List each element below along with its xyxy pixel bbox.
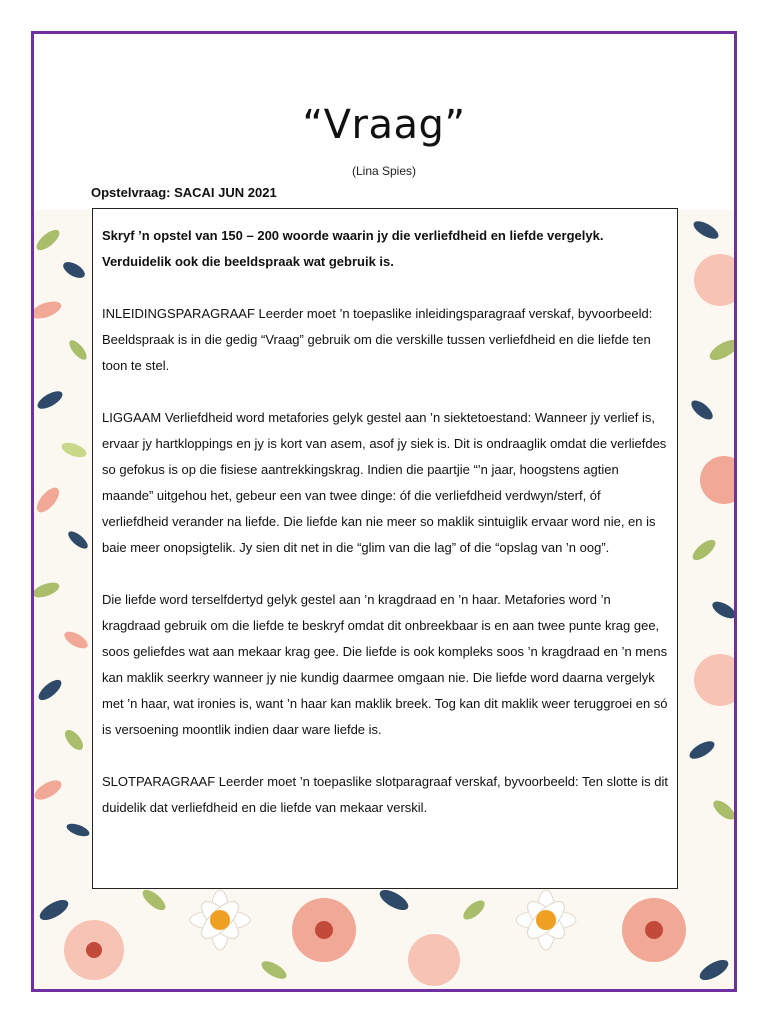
page-frame: [31, 31, 737, 992]
essay-text-box: [92, 208, 678, 889]
paragraph-body-1: LIGGAAM Verliefdheid word metafories gelyk gestel aan ’n siektetoestand: Wanneer jy verlief is, ervaar jy hartkloppings en jy is kort van asem, asof jy siek is. Dit is ondraaglik omdat die verliefdes so gefokus is op die fisiese aantrekkingskrag. Indien die paartjie “’n jaar, hoogstens agtien maande” uitgehou het, gebeur een van twee dinge: óf die verliefdheid verdwyn/sterf, óf verliefdheid verander na liefde. Die liefde kan nie meer so maklik sintuiglik ervaar word nie, en is baie meer onopsigtelik. Jy sien dit net in die “glim van die lag” of die “opslag van ’n oog”.: [102, 410, 667, 555]
right-floral-border: [687, 218, 734, 823]
daisy-left: [190, 890, 250, 950]
question-label: Opstelvraag: SACAI JUN 2021: [91, 185, 277, 200]
essay-instruction: Skryf ’n opstel van 150 – 200 woorde waarin jy die verliefdheid en liefde vergelyk. Verduidelik ook die beeldspraak wat gebruik is.: [102, 228, 604, 269]
paragraph-introduction: INLEIDINGSPARAGRAAF Leerder moet ’n toepaslike inleidingsparagraaf verskaf, byvoorbeeld: Beeldspraak is in die gedig “Vraag” gebruik om die verskille tussen verliefdheid en die liefde ten toon te stel.: [102, 306, 653, 373]
daisy-right: [516, 890, 576, 950]
paragraph-conclusion: SLOTPARAGRAAF Leerder moet ’n toepaslike slotparagraaf verskaf, byvoorbeeld: Ten slotte is dit duidelik dat verliefdheid en die liefde van mekaar verskil.: [102, 774, 669, 815]
poem-title: “Vraag”: [302, 102, 466, 148]
left-floral-border: [34, 226, 91, 838]
poem-author: (Lina Spies): [351, 164, 417, 178]
paragraph-body-2: Die liefde word terselfdertyd gelyk gestel aan ’n kragdraad en ’n haar. Metafories word ’n kragdraad gebruik om die liefde te beskryf omdat dit onbreekbaar is en aan twee punte krag gee, soos geliefdes wat aan mekaar krag gee. Die liefde is ook kompleks soos ’n kragdraad en ’n mens kan maklik seerkry wanneer jy nie kundig daarmee omgaan nie. Die liefde word daarna vergelyk met ’n haar, wat ironies is, want ’n haar kan maklik breek. Tog kan dit maklik weer teruggroei en só is versoening moontlik indien daar ware liefde is.: [102, 592, 668, 737]
bottom-floral-row: [37, 886, 732, 986]
